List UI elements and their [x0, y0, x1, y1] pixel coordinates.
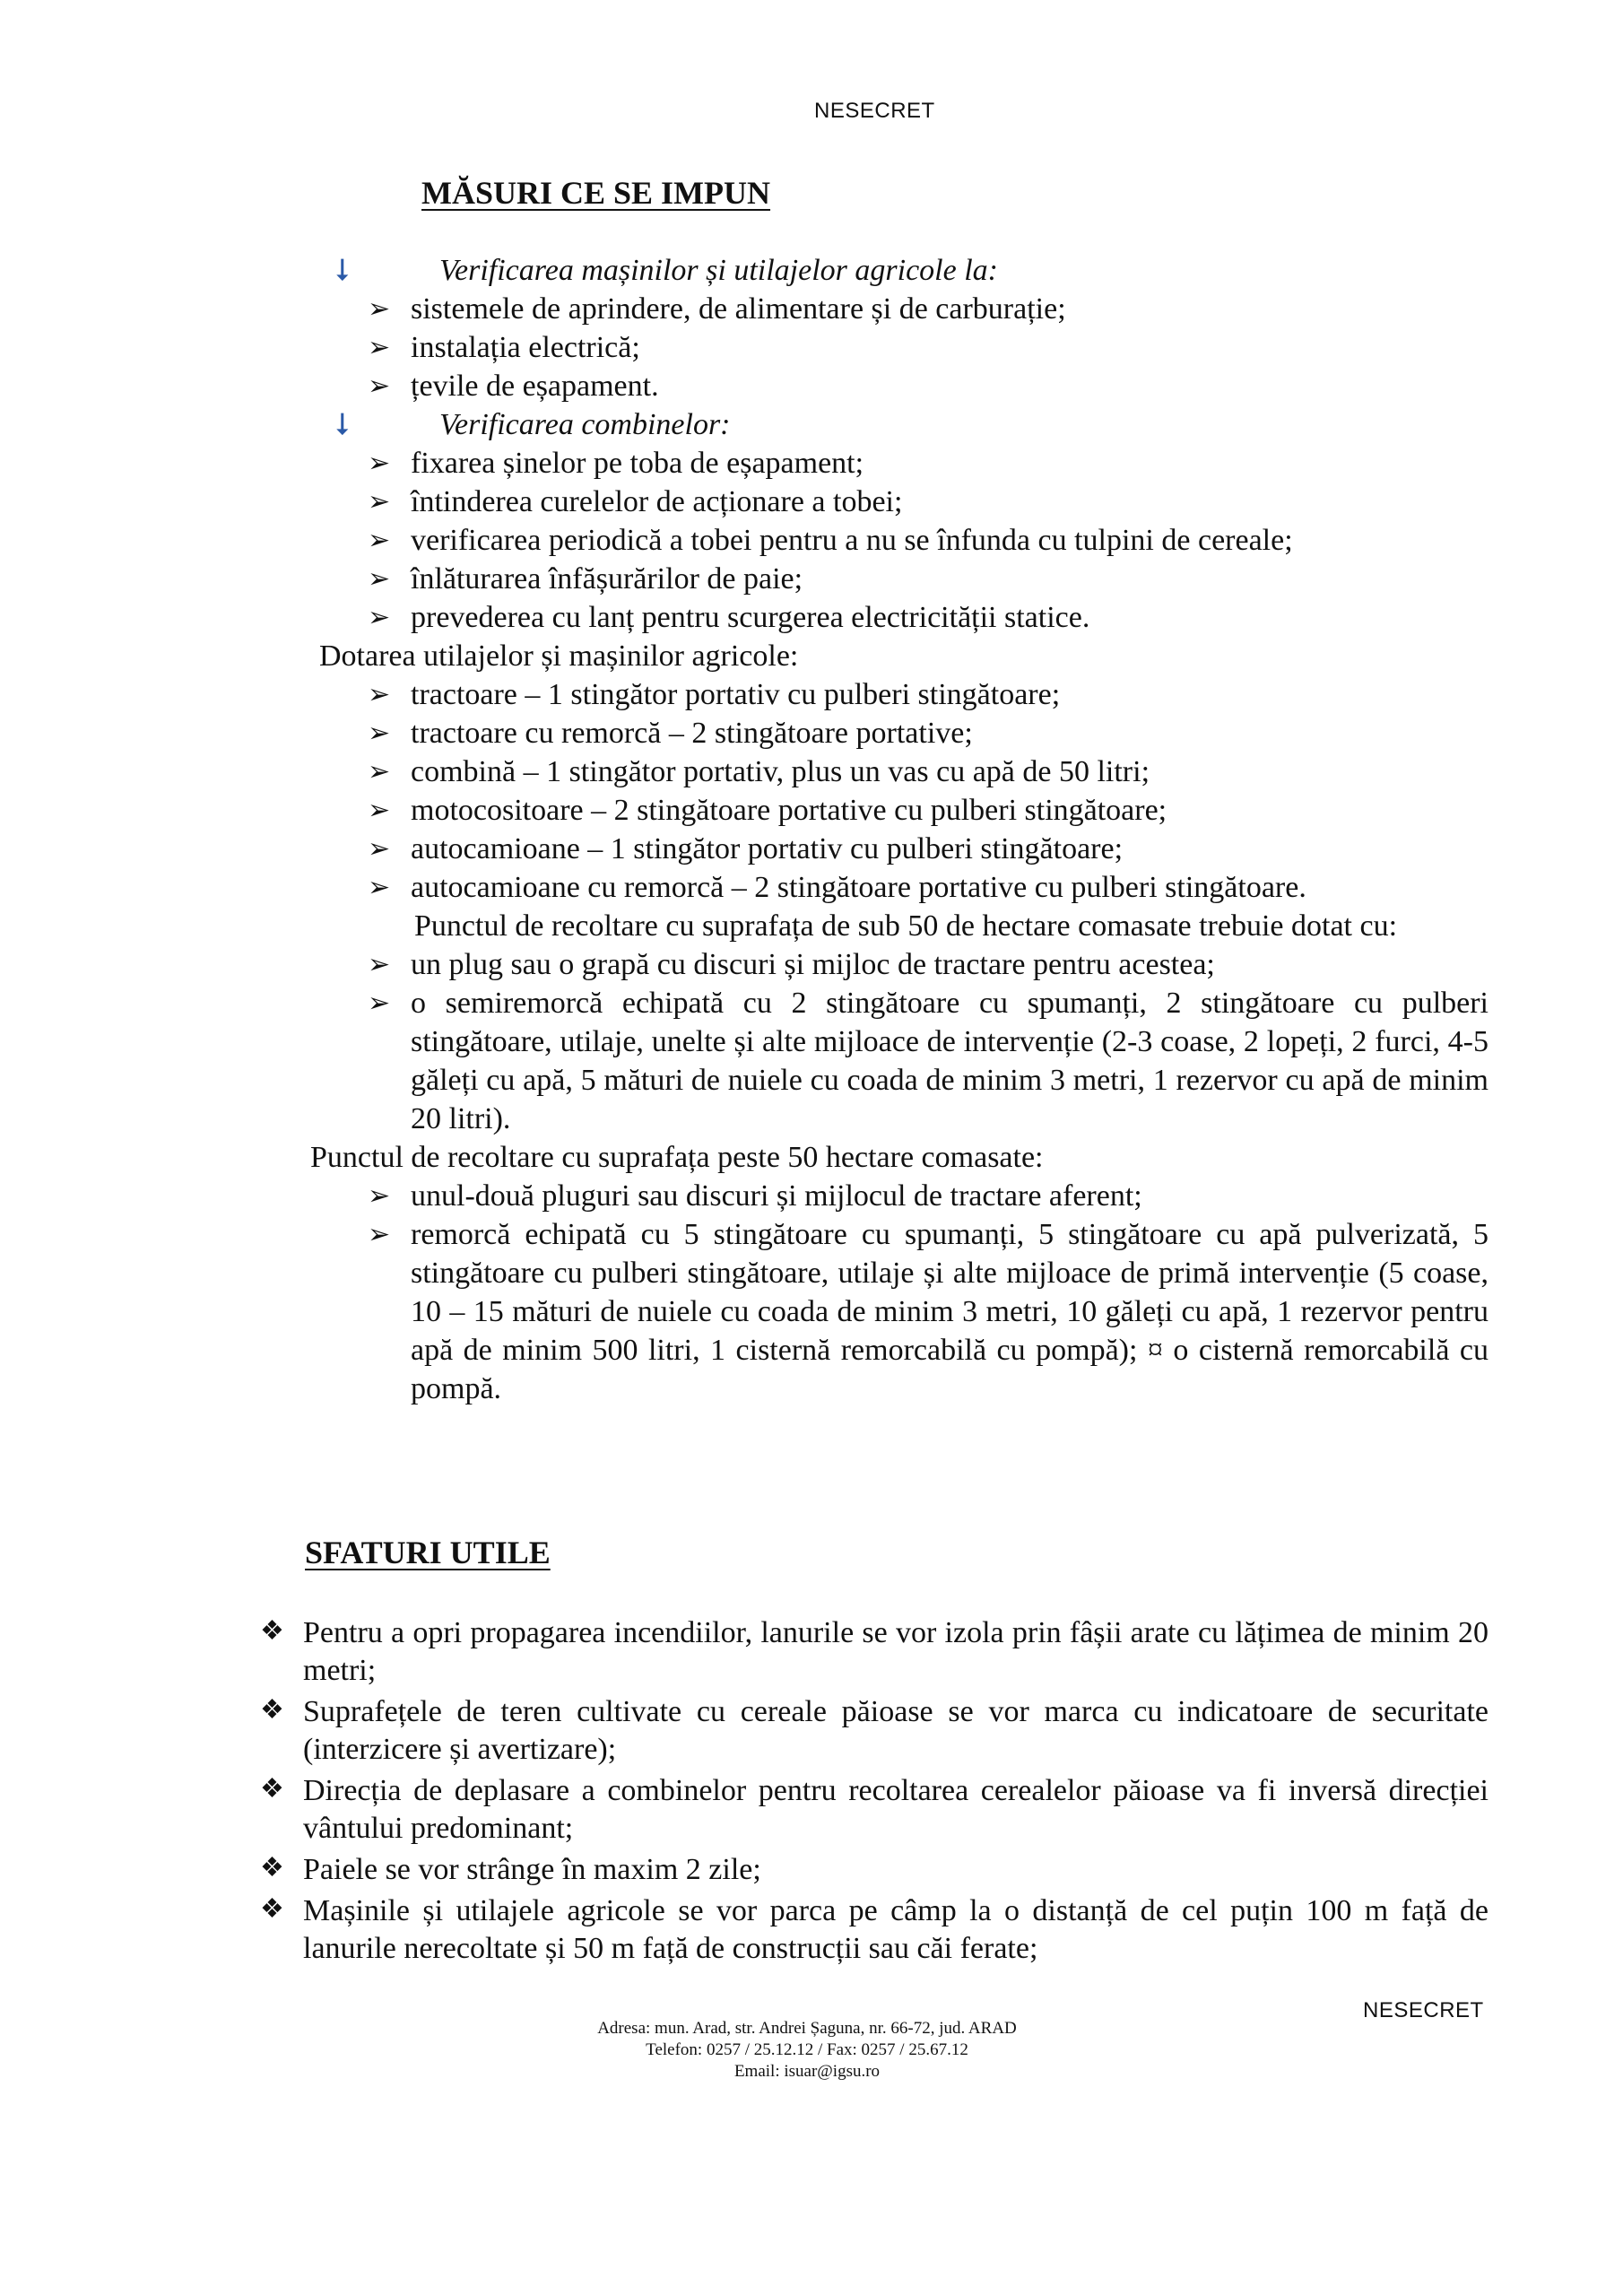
down-arrow-icon: ⭣: [335, 254, 350, 287]
group-heading-combines: ⭣ Verificarea combinelor:: [377, 405, 1488, 444]
list-item: ➢ fixarea șinelor pe toba de eșapament;: [368, 444, 1488, 483]
arrowhead-bullet-icon: ➢: [368, 564, 391, 594]
list-item: ➢ o semiremorcă echipată cu 2 stingătoare cu spumanți, 2 stingătoare cu pulberi stingătoare, utilaje, unelte și alte mijloace de intervenție (2-3 coase, 2 lopeți, 2 furci, 4-5 găleți cu apă, 5 mături de nuiele cu coada de minim 3 metri, 1 rezervor cu apă de minim 20 litri).: [368, 984, 1488, 1138]
arrowhead-bullet-icon: ➢: [368, 526, 391, 555]
arrowhead-bullet-icon: ➢: [368, 988, 391, 1018]
arrowhead-bullet-icon: ➢: [368, 873, 391, 902]
arrowhead-bullet-icon: ➢: [368, 680, 391, 709]
tips-list: [260, 1614, 1488, 1971]
arrowhead-bullet-icon: ➢: [368, 371, 391, 401]
tip-item: ❖ Direcția de deplasare a combinelor pentru recoltarea cerealelor păioase va fi inversă direcției vântului predominant;: [260, 1772, 1488, 1848]
tip-item: ❖ Suprafețele de teren cultivate cu cereale păioase se vor marca cu indicatoare de securitate (interzicere și avertizare);: [260, 1693, 1488, 1769]
group-heading-machines: ⭣ Verificarea mașinilor și utilajelor agricole la:: [377, 251, 1488, 290]
tip-item: ❖ Mașinile și utilajele agricole se vor parca pe câmp la o distanță de cel puțin 100 m față de lanurile nerecoltate și 50 m față de construcții sau căi ferate;: [260, 1892, 1488, 1968]
classification-top: NESECRET: [814, 99, 935, 123]
diamond-dots-bullet-icon: ❖: [260, 1616, 284, 1646]
over50-heading: Punctul de recoltare cu suprafața peste 50 hectare comasate:: [310, 1141, 1044, 1174]
diamond-dots-bullet-icon: ❖: [260, 1774, 284, 1804]
footer-email: Email: isuar@igsu.ro: [733, 2062, 881, 2081]
footer-phone: Telefon: 0257 / 25.12.12 / Fax: 0257 / 25.67.12: [646, 2040, 968, 2059]
tip-item: ❖ Pentru a opri propagarea incendiilor, lanurile se vor izola prin fâșii arate cu lățimea de minim 20 metri;: [260, 1614, 1488, 1690]
list-item: ➢ întinderea curelelor de acționare a tobei;: [368, 483, 1488, 521]
arrowhead-bullet-icon: ➢: [368, 333, 391, 362]
diamond-dots-bullet-icon: ❖: [260, 1853, 284, 1883]
arrowhead-bullet-icon: ➢: [368, 603, 391, 632]
list-item: ➢ unul-două pluguri sau discuri și mijlocul de tractare aferent;: [368, 1177, 1488, 1215]
measures-content: [305, 251, 1488, 1408]
footer-address: Adresa: mun. Arad, str. Andrei Șaguna, nr. 66-72, jud. ARAD: [597, 2019, 1017, 2038]
arrowhead-bullet-icon: ➢: [368, 834, 391, 864]
arrowhead-bullet-icon: ➢: [368, 487, 391, 517]
list-item: ➢ autocamioane cu remorcă – 2 stingătoare portative cu pulberi stingătoare.: [368, 868, 1488, 907]
classification-bottom: NESECRET: [1363, 1998, 1484, 2022]
arrowhead-bullet-icon: ➢: [368, 796, 391, 825]
down-arrow-icon: ⭣: [335, 408, 350, 441]
list-item: ➢ combină – 1 stingător portativ, plus un vas cu apă de 50 litri;: [368, 752, 1488, 791]
arrowhead-bullet-icon: ➢: [368, 1220, 391, 1249]
list-item: ➢ verificarea periodică a tobei pentru a nu se înfunda cu tulpini de cereale;: [368, 521, 1488, 560]
list-item: ➢ remorcă echipată cu 5 stingătoare cu spumanți, 5 stingătoare cu apă pulverizată, 5 stingătoare cu pulberi stingătoare, utilaje și alte mijloace de primă intervenție (5 coase, 10 – 15 mături de nuiele cu coada de minim 3 metri, 10 găleți cu apă, 1 rezervor pentru apă de minim 500 litri, 1 cisternă remorcabilă cu pompă); ¤ o cisternă remorcabilă cu pompă.: [368, 1215, 1488, 1408]
tip-item: ❖ Paiele se vor strânge în maxim 2 zile;: [260, 1851, 1488, 1889]
list-item: ➢ țevile de eșapament.: [368, 367, 1488, 405]
arrowhead-bullet-icon: ➢: [368, 294, 391, 324]
arrowhead-bullet-icon: ➢: [368, 950, 391, 979]
list-item: ➢ sistemele de aprindere, de alimentare și de carburație;: [368, 290, 1488, 328]
list-item: ➢ autocamioane – 1 stingător portativ cu pulberi stingătoare;: [368, 830, 1488, 868]
list-item: ➢ instalația electrică;: [368, 328, 1488, 367]
arrowhead-bullet-icon: ➢: [368, 718, 391, 748]
diamond-dots-bullet-icon: ❖: [260, 1695, 284, 1725]
arrowhead-bullet-icon: ➢: [368, 448, 391, 478]
list-item: ➢ motocositoare – 2 stingătoare portative cu pulberi stingătoare;: [368, 791, 1488, 830]
list-item: ➢ un plug sau o grapă cu discuri și mijloc de tractare pentru acestea;: [368, 945, 1488, 984]
under50-paragraph: Punctul de recoltare cu suprafața de sub 50 de hectare comasate trebuie dotat cu:: [414, 909, 1398, 943]
list-item: ➢ tractoare – 1 stingător portativ cu pulberi stingătoare;: [368, 675, 1488, 714]
dotation-heading: Dotarea utilajelor și mașinilor agricole:: [319, 639, 799, 673]
arrowhead-bullet-icon: ➢: [368, 1181, 391, 1211]
arrowhead-bullet-icon: ➢: [368, 757, 391, 787]
section-title-tips: SFATURI UTILE: [305, 1535, 551, 1570]
list-item: ➢ prevederea cu lanț pentru scurgerea electricității statice.: [368, 598, 1488, 637]
diamond-dots-bullet-icon: ❖: [260, 1894, 284, 1924]
list-item: ➢ înlăturarea înfășurărilor de paie;: [368, 560, 1488, 598]
section-title-measures: MĂSURI CE SE IMPUN: [421, 175, 771, 211]
footer-contact: [538, 2018, 1076, 2083]
list-item: ➢ tractoare cu remorcă – 2 stingătoare portative;: [368, 714, 1488, 752]
